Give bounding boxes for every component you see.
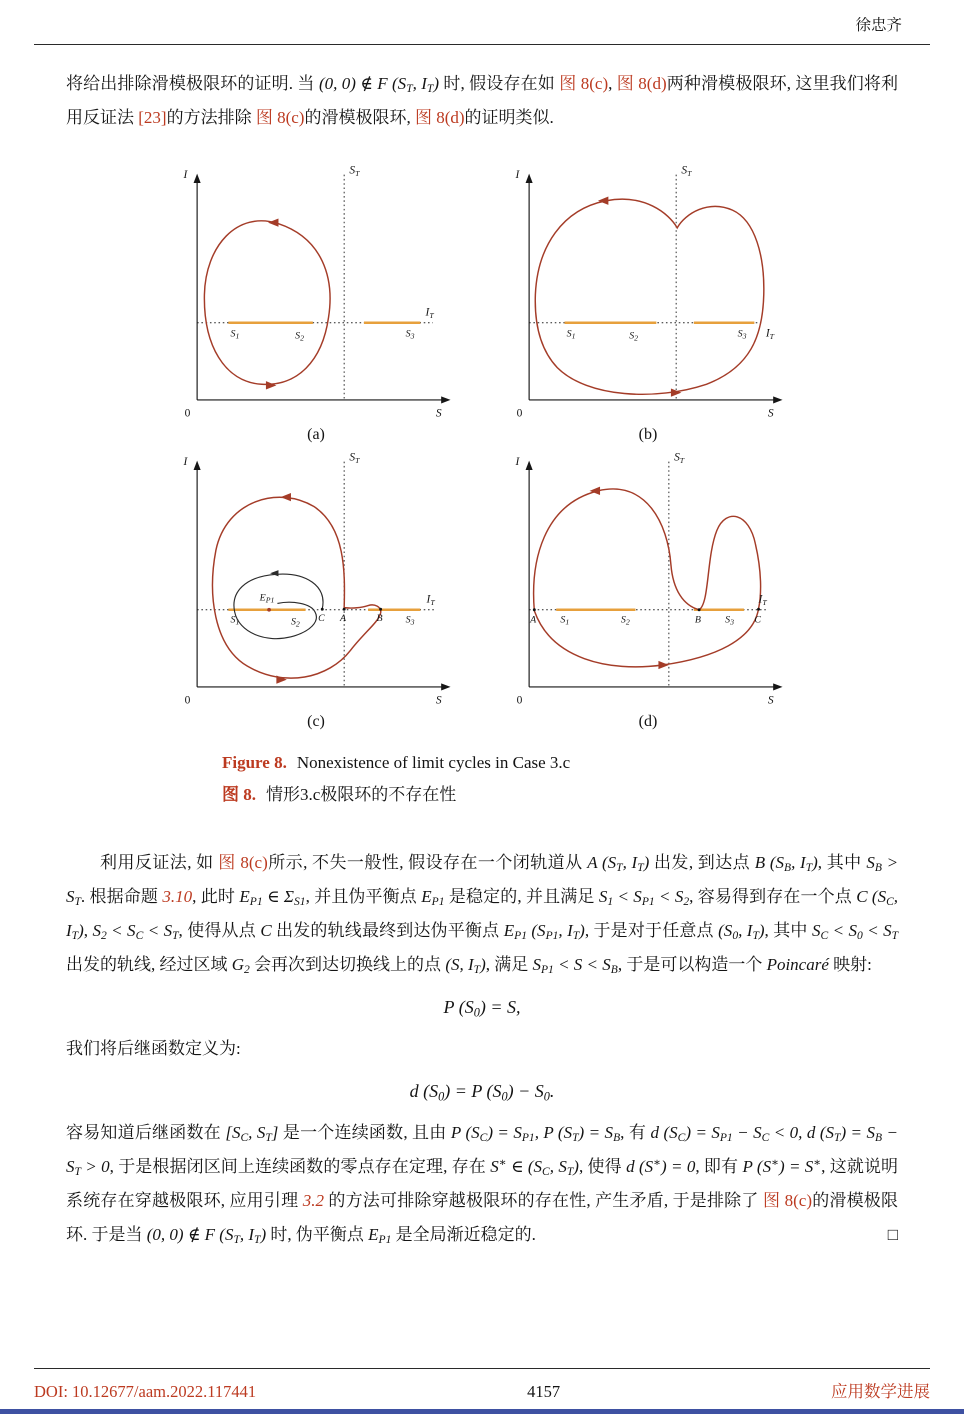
text-run: C bbox=[260, 920, 272, 940]
phase-portrait-d bbox=[502, 448, 794, 711]
text-run: T bbox=[71, 928, 79, 942]
text-run: T bbox=[616, 860, 623, 874]
figure-caption-en bbox=[222, 747, 742, 779]
text-run: P1 bbox=[545, 928, 559, 942]
text-run: T bbox=[637, 860, 644, 874]
text-run: C bbox=[542, 1165, 550, 1179]
text-run: C bbox=[135, 928, 144, 942]
text-run: 是一个连续函数, 且由 bbox=[278, 1123, 451, 1143]
text-run: < S bbox=[654, 886, 684, 906]
label-C: C bbox=[318, 613, 325, 625]
text-run: 时, 假设存在如 bbox=[439, 74, 560, 93]
axis-label-I: I bbox=[515, 168, 520, 181]
label-ST: $S_T$ bbox=[349, 164, 360, 179]
text-run: d (S bbox=[650, 1123, 678, 1143]
text-run: ∗ bbox=[813, 1156, 822, 1170]
text-run: S bbox=[490, 1157, 499, 1177]
label-S1: $S_1$ bbox=[230, 614, 240, 627]
text-run: 2 bbox=[244, 962, 250, 976]
figure-panel-c bbox=[170, 448, 462, 731]
text-run: < S < S bbox=[553, 954, 611, 974]
limit-cycle-curve bbox=[535, 199, 764, 394]
text-run: [S bbox=[225, 1123, 241, 1143]
text-run: ) bbox=[480, 954, 486, 974]
text-run: 出发的轨线, 经过区域 bbox=[66, 954, 232, 974]
text-run: T bbox=[74, 1165, 81, 1179]
text-run: , 其中 bbox=[817, 852, 867, 872]
figure-8 bbox=[170, 161, 794, 731]
direction-arrow-icon bbox=[276, 675, 286, 683]
x-axis-arrow-icon bbox=[773, 396, 782, 403]
panel-caption-d: (d) bbox=[638, 713, 658, 730]
text-run: 的方法可排除穿越极限环的存在性, 产生矛盾, 于是排除了 bbox=[323, 1191, 763, 1211]
text-run: C bbox=[761, 1131, 770, 1145]
text-run: T bbox=[566, 1165, 574, 1179]
text-run: 0 bbox=[732, 928, 739, 942]
text-run: T bbox=[265, 1131, 272, 1145]
text-run: T bbox=[233, 1233, 240, 1247]
text-run: S bbox=[866, 852, 875, 872]
text-run: 的滑模极限环, bbox=[304, 108, 415, 127]
text-run: P1 bbox=[514, 928, 527, 942]
label-B: B bbox=[694, 614, 701, 626]
text-run: T bbox=[834, 1131, 841, 1145]
text-run: S bbox=[532, 954, 541, 974]
text-run: B bbox=[613, 1131, 621, 1145]
text-run: , bbox=[83, 920, 93, 940]
text-run: < S bbox=[828, 920, 858, 940]
y-axis-arrow-icon bbox=[194, 174, 201, 183]
text-run: T bbox=[891, 928, 899, 942]
text-run: < S bbox=[862, 920, 892, 940]
reference-link[interactable]: 图 8(c) bbox=[559, 74, 609, 93]
text-run: , 并且伪平衡点 bbox=[305, 886, 422, 906]
direction-arrow-icon bbox=[281, 493, 291, 501]
text-run: ∗ bbox=[498, 1156, 507, 1170]
text-run: E bbox=[503, 920, 515, 940]
panel-caption-b: (b) bbox=[638, 426, 658, 443]
text-run: 时, 伪平衡点 bbox=[266, 1225, 369, 1245]
text-run: ∈ Σ bbox=[262, 886, 295, 906]
text-run: ) = 0 bbox=[660, 1157, 696, 1177]
label-S3: $S_3$ bbox=[725, 614, 735, 627]
text-run: , I bbox=[558, 920, 573, 940]
text-run: , 于是对于任意点 bbox=[584, 920, 719, 940]
successor-function-intro: 我们将后继函数定义为: bbox=[66, 1039, 241, 1059]
text-run: E bbox=[421, 886, 432, 906]
phase-portrait-b bbox=[502, 161, 794, 424]
text-run: 的滑模极限环. 于是当 bbox=[66, 1191, 899, 1245]
text-run: > 0 bbox=[80, 1157, 110, 1177]
text-run: , 这就说明系统存在穿越极限环, 应用引理 bbox=[66, 1157, 899, 1211]
equation-poincare-map bbox=[66, 997, 898, 1020]
text-run: P1 bbox=[431, 894, 445, 908]
text-run: 0 bbox=[857, 928, 863, 942]
reference-link[interactable]: 图 8(d) bbox=[616, 74, 667, 93]
text-run: 0 bbox=[473, 1005, 480, 1020]
text-run: P1 bbox=[641, 894, 655, 908]
text-run: C (S bbox=[856, 886, 887, 906]
text-run: , 容易得到存在一个点 bbox=[689, 886, 857, 906]
text-run: 映射: bbox=[828, 954, 872, 974]
x-axis-arrow-icon bbox=[773, 683, 782, 690]
limit-cycle-curve bbox=[213, 497, 381, 678]
text-run: T bbox=[572, 928, 580, 942]
text-run: , S bbox=[248, 1123, 266, 1143]
text-run: 2 bbox=[100, 928, 107, 942]
text-run: 0 bbox=[501, 1089, 508, 1104]
label-S1: $S_1$ bbox=[230, 328, 240, 341]
text-run: T bbox=[406, 82, 413, 96]
point-A-dot bbox=[533, 608, 536, 611]
point-A-dot bbox=[343, 608, 346, 611]
text-run: ] bbox=[271, 1123, 279, 1143]
text-run: S bbox=[598, 886, 608, 906]
text-run: , 有 bbox=[620, 1123, 651, 1143]
reference-link[interactable]: 图 8(c) bbox=[218, 852, 268, 872]
figure-panel-d bbox=[502, 448, 794, 731]
text-run: 两种滑模极限环, 这里我们将利用反证法 bbox=[66, 74, 899, 127]
text-run: , S bbox=[549, 1157, 567, 1177]
text-run: C bbox=[820, 928, 829, 942]
text-run: 会再次到达切换线上的点 bbox=[249, 954, 446, 974]
label-ST: $S_T$ bbox=[349, 451, 360, 466]
y-axis-arrow-icon bbox=[526, 461, 533, 470]
text-run: 出发, 到达点 bbox=[649, 852, 755, 872]
limit-cycle-curve bbox=[204, 221, 330, 385]
text-run: 1 bbox=[607, 894, 614, 908]
text-run: P (S bbox=[742, 1157, 772, 1177]
text-run: ) = S bbox=[685, 1123, 720, 1143]
equation-successor-function bbox=[66, 1081, 898, 1104]
direction-arrow-icon bbox=[270, 570, 278, 576]
text-run: ) bbox=[758, 920, 765, 940]
reference-link[interactable]: 图 8(d) bbox=[414, 108, 465, 127]
text-run: T bbox=[426, 82, 434, 96]
direction-arrow-icon bbox=[590, 487, 600, 495]
text-run: , 此时 bbox=[192, 886, 240, 906]
label-S1: $S_1$ bbox=[560, 614, 570, 627]
text-run: , P (S bbox=[534, 1123, 573, 1143]
text-run: , I bbox=[738, 920, 753, 940]
phase-portrait-a bbox=[170, 161, 462, 424]
text-run: B bbox=[610, 962, 618, 976]
axis-label-S: S bbox=[435, 407, 442, 420]
figure-panel-a bbox=[170, 161, 462, 444]
label-A: A bbox=[530, 614, 537, 626]
y-axis-arrow-icon bbox=[526, 174, 533, 183]
text-run: − S bbox=[732, 1123, 762, 1143]
text-run: ) = P (S bbox=[444, 1081, 502, 1102]
panel-caption-c: (c) bbox=[307, 713, 325, 730]
panel-caption-a: (a) bbox=[307, 426, 325, 443]
text-run: C bbox=[479, 1131, 488, 1145]
text-run: P1 bbox=[521, 1131, 535, 1145]
label-B: B bbox=[376, 613, 383, 625]
text-run: , I bbox=[791, 852, 806, 872]
journal-name-link[interactable]: 应用数学进展 bbox=[831, 1382, 930, 1401]
text-run: , 使得 bbox=[578, 1157, 627, 1177]
text-run: Poincaré bbox=[766, 954, 829, 974]
text-run: ∗ bbox=[771, 1156, 779, 1170]
figure-caption-zh-text: 情形3.c极限环的不存在性 bbox=[266, 785, 457, 805]
direction-arrow-icon bbox=[658, 661, 668, 669]
text-run: , bbox=[608, 74, 617, 93]
y-axis-arrow-icon bbox=[194, 461, 201, 470]
paragraph-2 bbox=[66, 846, 898, 982]
paragraph-3 bbox=[66, 1116, 898, 1252]
origin-label: 0 bbox=[184, 407, 191, 420]
text-run: ) − S bbox=[507, 1081, 544, 1102]
label-IT: $I_T$ bbox=[425, 306, 434, 321]
author-name: 徐忠齐 bbox=[855, 17, 902, 34]
text-run: (0, 0) ∉ F (S bbox=[146, 1225, 234, 1245]
text-run: B bbox=[874, 1131, 883, 1145]
label-S3: $S_3$ bbox=[405, 328, 415, 341]
text-run: 0 bbox=[438, 1089, 445, 1104]
text-run: T bbox=[752, 928, 759, 942]
text-run: ) = S bbox=[578, 1123, 614, 1143]
label-S3: $S_3$ bbox=[405, 614, 415, 627]
axis-label-S: S bbox=[767, 694, 774, 707]
text-run: < S bbox=[143, 920, 173, 940]
text-run: P1 bbox=[378, 1233, 392, 1247]
text-run: B bbox=[784, 860, 792, 874]
label-IT: $I_T$ bbox=[426, 593, 435, 608]
text-run: ∈ (S bbox=[506, 1157, 543, 1177]
text-run: , 于是根据闭区间上连续函数的零点存在定理, 存在 bbox=[109, 1157, 491, 1177]
axis-label-I: I bbox=[183, 455, 188, 468]
text-run: S bbox=[811, 920, 821, 940]
text-run: (S bbox=[526, 920, 546, 940]
axis-label-S: S bbox=[767, 407, 774, 420]
text-run: ) bbox=[78, 920, 84, 940]
label-EP1: $E_{P1}$ bbox=[259, 592, 275, 605]
direction-arrow-icon bbox=[268, 218, 278, 226]
text-run: T bbox=[572, 1131, 579, 1145]
x-axis-arrow-icon bbox=[441, 396, 450, 403]
figure-caption-en-text: Nonexistence of limit cycles in Case 3.c bbox=[296, 753, 571, 772]
text-run: P1 bbox=[540, 962, 554, 976]
text-run: P (S bbox=[443, 996, 474, 1017]
limit-cycle-curve bbox=[534, 489, 761, 667]
text-run: ) bbox=[643, 852, 650, 872]
text-run: ) = S bbox=[778, 1157, 814, 1177]
text-run: ) bbox=[579, 920, 585, 940]
text-run: , I bbox=[412, 74, 427, 93]
axis-label-S: S bbox=[435, 694, 442, 707]
text-run: B bbox=[874, 860, 882, 874]
label-S2: $S_2$ bbox=[629, 330, 639, 343]
label-S3: $S_3$ bbox=[737, 328, 747, 341]
text-run: < 0, d (S bbox=[769, 1123, 835, 1143]
text-run: P (S bbox=[450, 1123, 480, 1143]
text-run: 2 bbox=[683, 894, 690, 908]
axis-label-I: I bbox=[183, 168, 188, 181]
text-run: P1 bbox=[719, 1131, 733, 1145]
origin-label: 0 bbox=[184, 694, 191, 707]
x-axis-arrow-icon bbox=[441, 683, 450, 690]
reference-link[interactable]: 3.10 bbox=[162, 886, 193, 906]
figure-panel-b bbox=[502, 161, 794, 444]
text-run: 将给出排除滑模极限环的证明. 当 bbox=[66, 74, 319, 93]
reference-link[interactable]: 3.2 bbox=[302, 1191, 324, 1211]
label-A: A bbox=[339, 613, 347, 625]
label-S1: $S_1$ bbox=[566, 328, 576, 341]
axis-label-I: I bbox=[515, 455, 520, 468]
origin-label: 0 bbox=[516, 407, 523, 420]
label-S2: $S_2$ bbox=[295, 330, 305, 343]
label-ST: $S_T$ bbox=[674, 451, 685, 466]
text-run: 所示, 不失一般性, 假设存在一个闭轨道从 bbox=[267, 852, 588, 872]
inner-trajectory-curve bbox=[234, 574, 323, 639]
page-content bbox=[0, 67, 964, 1252]
text-run: ∗ bbox=[653, 1156, 661, 1170]
label-ST: $S_T$ bbox=[681, 164, 692, 179]
text-run: ) = S bbox=[487, 1123, 522, 1143]
text-run: (S, I bbox=[445, 954, 474, 974]
text-run: , 其中 bbox=[764, 920, 812, 940]
text-run: , I bbox=[239, 1225, 255, 1245]
text-run: C bbox=[886, 894, 894, 908]
text-run: ) = S bbox=[840, 1123, 875, 1143]
text-run: C bbox=[677, 1131, 686, 1145]
figure-caption-en-label: Figure 8. bbox=[222, 753, 287, 772]
text-run: T bbox=[805, 860, 813, 874]
text-run: 是全局渐近稳定的. bbox=[391, 1225, 536, 1245]
text-run: , 于是可以构造一个 bbox=[617, 954, 767, 974]
text-run: ) bbox=[573, 1157, 579, 1177]
point-C-dot bbox=[321, 608, 324, 611]
page-number: 4157 bbox=[527, 1382, 561, 1401]
text-run: T bbox=[74, 894, 81, 908]
text-run: G bbox=[231, 954, 245, 974]
label-S2: $S_2$ bbox=[620, 614, 630, 627]
paragraph-1 bbox=[66, 67, 898, 135]
text-run: d (S bbox=[626, 1157, 654, 1177]
text-run: , 即有 bbox=[695, 1157, 743, 1177]
text-run: ) = S, bbox=[479, 996, 521, 1017]
text-run: 容易知道后继函数在 bbox=[66, 1123, 226, 1143]
text-run: (S bbox=[718, 920, 733, 940]
reference-link[interactable]: 图 8(c) bbox=[255, 108, 305, 127]
text-run: > S bbox=[66, 852, 899, 906]
reference-link[interactable]: 图 8(c) bbox=[763, 1191, 813, 1211]
text-run: . bbox=[549, 1081, 555, 1102]
text-run: 利用反证法, 如 bbox=[100, 852, 219, 872]
text-run: (0, 0) ∉ F (S bbox=[318, 74, 407, 93]
text-run: E bbox=[239, 886, 250, 906]
doi-link[interactable]: DOI: 10.12677/aam.2022.117441 bbox=[34, 1382, 257, 1401]
text-run: A (S bbox=[587, 852, 617, 872]
text-run: 出发的轨线最终到达伪平衡点 bbox=[271, 920, 504, 940]
label-C: C bbox=[754, 614, 761, 626]
text-run: E bbox=[368, 1225, 379, 1245]
text-run: < S bbox=[106, 920, 136, 940]
paragraph-3-text bbox=[66, 1123, 899, 1247]
text-run: , I bbox=[622, 852, 638, 872]
direction-arrow-icon bbox=[266, 381, 276, 389]
text-run: 的方法排除 bbox=[166, 108, 256, 127]
page-header bbox=[34, 0, 930, 45]
pseudo-equilibrium-dot bbox=[267, 608, 271, 612]
label-S2: $S_2$ bbox=[290, 616, 300, 629]
text-run: B (S bbox=[754, 852, 785, 872]
text-run: − S bbox=[66, 1123, 898, 1177]
text-run: , I bbox=[66, 886, 899, 940]
reference-link[interactable]: [23] bbox=[138, 108, 167, 127]
figure-caption-zh bbox=[222, 779, 742, 811]
label-IT: $I_T$ bbox=[758, 593, 767, 608]
text-run: 是稳定的, 并且满足 bbox=[444, 886, 599, 906]
text-run: ) bbox=[260, 1225, 267, 1245]
figure-caption-zh-label: 图 8. bbox=[222, 785, 256, 805]
point-B-dot bbox=[698, 608, 701, 611]
text-run: 0 bbox=[543, 1089, 550, 1104]
page-bottom-bar bbox=[0, 1409, 964, 1414]
text-run: C bbox=[240, 1131, 249, 1145]
text-run: P1 bbox=[249, 894, 263, 908]
text-run: ) bbox=[433, 74, 440, 93]
qed-symbol: □ bbox=[887, 1225, 898, 1245]
text-run: , 使得从点 bbox=[178, 920, 261, 940]
direction-arrow-icon bbox=[598, 197, 608, 205]
text-run: < S bbox=[613, 886, 642, 906]
phase-portrait-c bbox=[170, 448, 462, 711]
point-B-dot bbox=[379, 608, 382, 611]
text-run: d (S bbox=[409, 1081, 439, 1102]
page-footer bbox=[34, 1368, 930, 1402]
text-run: , 满足 bbox=[485, 954, 533, 974]
text-run: 的证明类似. bbox=[464, 108, 554, 127]
text-run: T bbox=[473, 962, 481, 976]
point-C-dot bbox=[757, 608, 760, 611]
text-run: T bbox=[172, 928, 179, 942]
text-run: S1 bbox=[294, 894, 306, 908]
text-run: . 根据命题 bbox=[80, 886, 163, 906]
figure-caption bbox=[222, 747, 742, 812]
text-run: S bbox=[92, 920, 101, 940]
origin-label: 0 bbox=[516, 694, 523, 707]
text-run: ) bbox=[812, 852, 818, 872]
label-IT: $I_T$ bbox=[765, 327, 775, 341]
text-run: T bbox=[254, 1233, 261, 1247]
